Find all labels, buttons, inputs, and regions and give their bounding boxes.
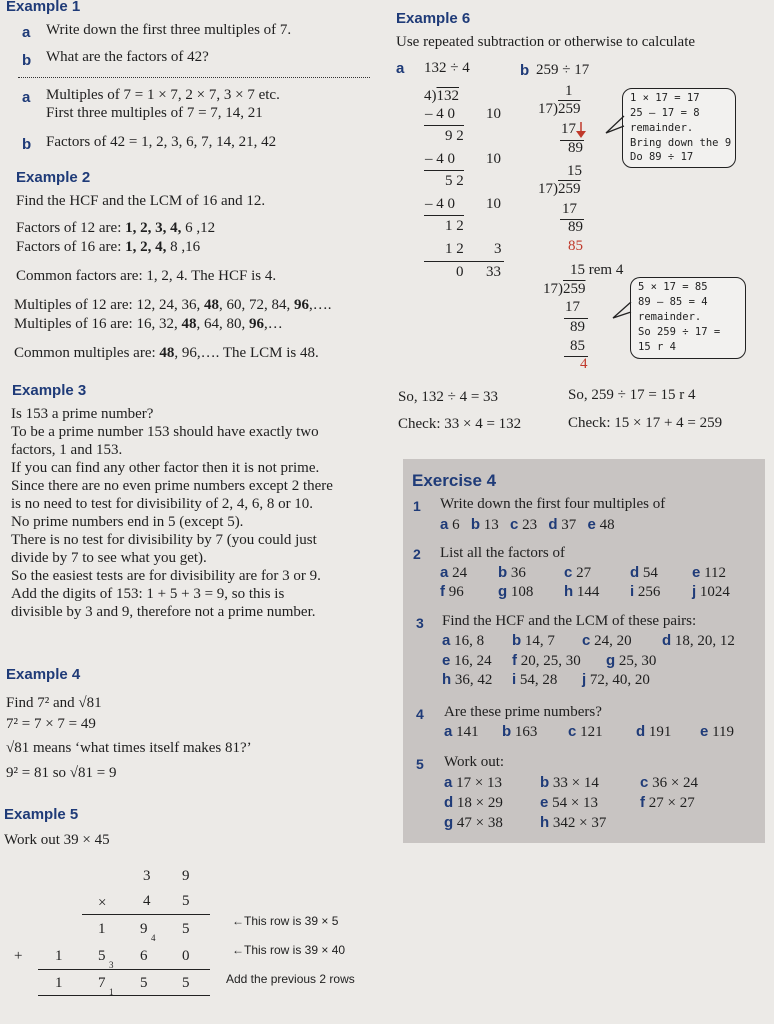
b-remainder: 89: [570, 319, 585, 335]
exercise-4-heading: Exercise 4: [412, 471, 497, 490]
exercise-q1-number: 1: [413, 498, 421, 514]
ex3-line: divide by 7 to see what you get).: [11, 550, 207, 566]
ex6-answer-a: So, 132 ÷ 4 = 33: [398, 389, 499, 405]
sum-line-bottom: [38, 995, 210, 996]
ex1-question-b: What are the factors of 42?: [46, 49, 209, 65]
partial2-digit: 1: [55, 948, 63, 964]
ex2-multiples-16: Multiples of 16 are: 16, 32, 48, 64, 80, 96,…: [14, 316, 283, 332]
example-3-heading: Example 3: [12, 382, 87, 399]
b-remainder: 89: [568, 140, 583, 156]
ex6-check-b: Check: 15 × 17 + 4 = 259: [568, 415, 723, 431]
ex3-line: Add the digits of 153: 1 + 5 + 3 = 9, so this is: [11, 586, 285, 602]
ex4-line4: 9² = 81 so √81 = 9: [6, 765, 117, 781]
ex4-line1: Find 7² and √81: [6, 695, 102, 711]
a-rule: [424, 125, 464, 126]
partial1-digit: 9: [140, 921, 148, 937]
a-rule: [424, 170, 464, 171]
b-division-header: 17)259: [538, 101, 581, 117]
ex6-part-b-label: b: [520, 62, 530, 79]
a-step: 9 2: [445, 128, 464, 144]
exercise-q5-number: 5: [416, 756, 424, 772]
a-step: 0: [456, 264, 464, 280]
exercise-q1-text: Write down the first four multiples of: [440, 496, 666, 512]
q5-part: b 33 × 14: [540, 774, 599, 791]
ex6-part-a-question: 132 ÷ 4: [424, 60, 470, 76]
bring-down-arrow-icon: [575, 121, 587, 139]
q2-part: d 54: [630, 564, 658, 581]
ex2-factors-12: Factors of 12 are: 1, 2, 3, 4, 6 ,12: [16, 220, 216, 236]
bubble-line: 15 r 4: [638, 341, 676, 353]
ex1-answer-a-label: a: [22, 89, 31, 106]
a-step: – 4 0: [425, 151, 455, 167]
q2-part: c 27: [564, 564, 592, 581]
exercise-q4-text: Are these prime numbers?: [444, 704, 602, 720]
q5-part: h 342 × 37: [540, 814, 607, 831]
note-add-rows: Add the previous 2 rows: [226, 972, 355, 986]
carry-digit: 1: [109, 987, 114, 997]
hint-bubble-2: [630, 277, 746, 359]
mult-digit: 9: [182, 868, 190, 884]
sum-digit: 5: [182, 975, 190, 991]
b-division-header: 17)259: [538, 181, 581, 197]
note-row-39x5: ←This row is 39 × 5: [232, 914, 339, 928]
example-6-heading: Example 6: [396, 10, 471, 27]
q5-part: f 27 × 27: [640, 794, 695, 811]
q2-part: f 96: [440, 583, 464, 600]
note-row-39x40: ←This row is 39 × 40: [232, 943, 346, 957]
q5-part: c 36 × 24: [640, 774, 699, 791]
a-divisor: 4: [424, 88, 432, 104]
partial2-digit: 0: [182, 948, 190, 964]
example-5-heading: Example 5: [4, 806, 79, 823]
sum-digit: 5: [140, 975, 148, 991]
exercise-q4-number: 4: [416, 706, 424, 722]
a-rule: [424, 215, 464, 216]
example-2-heading: Example 2: [16, 169, 91, 186]
ex6-intro: Use repeated subtraction or otherwise to calculate: [396, 34, 696, 50]
b-subtract: 17: [562, 201, 577, 217]
a-rule: [424, 261, 504, 262]
ex1-question-a-label: a: [22, 24, 31, 41]
q2-part: e 112: [692, 564, 727, 581]
q3-part: i 54, 28: [512, 671, 558, 688]
exercise-q3-number: 3: [416, 615, 424, 631]
bubble-line: Bring down the 9: [630, 137, 732, 149]
ex4-line2: 7² = 7 × 7 = 49: [6, 716, 96, 732]
a-step: 1 2: [445, 241, 464, 257]
ex2-common-multiples: Common multiples are: 48, 96,…. The LCM is 48.: [14, 345, 319, 361]
exercise-q2-number: 2: [413, 546, 421, 562]
b-quotient: 1: [565, 83, 573, 99]
mult-digit: 3: [143, 868, 151, 884]
example-4-heading: Example 4: [6, 666, 81, 683]
ex3-line: Since there are no even prime numbers except 2 there: [11, 478, 333, 494]
ex1-answer-a-line1: Multiples of 7 = 1 × 7, 2 × 7, 3 × 7 etc.: [46, 87, 280, 103]
bubble-line: Do 89 ÷ 17: [630, 151, 694, 163]
bubble-pointer-icon: [611, 300, 633, 322]
ex5-intro: Work out 39 × 45: [4, 832, 110, 848]
times-sign: ×: [98, 895, 107, 911]
q3-part: h 36, 42: [442, 671, 493, 688]
q4-part: c 121: [568, 723, 603, 740]
mult-digit: 5: [182, 893, 190, 909]
q2-part: i 256: [630, 583, 661, 600]
exercise-q2-text: List all the factors of: [440, 545, 565, 561]
q4-part: a 141: [444, 723, 479, 740]
ex1-question-b-label: b: [22, 52, 32, 69]
partial1-digit: 5: [182, 921, 190, 937]
ex1-question-a: Write down the first three multiples of 7.: [46, 22, 292, 38]
mult-digit: 4: [143, 893, 151, 909]
a-step: – 4 0: [425, 196, 455, 212]
ex3-line: To be a prime number 153 should have exactly two: [11, 424, 319, 440]
carry-digit: 3: [109, 960, 114, 970]
mult-line: [82, 914, 210, 915]
ex2-intro: Find the HCF and the LCM of 16 and 12.: [16, 193, 266, 209]
example-1-heading: Example 1: [6, 0, 81, 15]
q2-part: a 24: [440, 564, 468, 581]
q2-part: b 36: [498, 564, 526, 581]
b-subtract: 85: [570, 338, 585, 354]
a-side-total: 33: [486, 264, 501, 280]
exercise-q3-text: Find the HCF and the LCM of these pairs:: [442, 613, 697, 629]
ex4-line3: √81 means ‘what times itself makes 81?’: [6, 740, 252, 756]
b-subtract: 17: [565, 299, 580, 315]
bubble-line: 89 – 85 = 4: [638, 296, 708, 308]
ex3-line: If you can find any other factor then it is not prime.: [11, 460, 320, 476]
q4-part: e 119: [700, 723, 735, 740]
q5-part: a 17 × 13: [444, 774, 503, 791]
q2-part: j 1024: [692, 583, 730, 600]
bubble-line: remainder.: [638, 311, 702, 323]
a-side-count: 10: [486, 106, 501, 122]
q3-part: a 16, 8: [442, 632, 485, 649]
q3-part: e 16, 24: [442, 652, 492, 669]
ex1-divider: [18, 77, 370, 78]
ex3-line: There is no test for divisibility by 7 (you could just: [11, 532, 317, 548]
ex3-body: [11, 405, 333, 621]
ex3-line: Is 153 a prime number?: [11, 406, 154, 422]
q3-part: d 18, 20, 12: [662, 632, 735, 649]
sum-line-top: [38, 969, 210, 970]
bubble-line: 1 × 17 = 17: [630, 92, 700, 104]
ex6-check-a: Check: 33 × 4 = 132: [398, 416, 522, 432]
exercise-q5-text: Work out:: [444, 754, 505, 770]
a-division-header: 4)132: [424, 88, 459, 104]
ex6-part-a-label: a: [396, 60, 405, 77]
b-remainder: 89: [568, 219, 583, 235]
hint-bubble-1: [622, 88, 736, 168]
ex3-line: divisible by 3 and 9, therefore not a prime number.: [11, 604, 316, 620]
partial2-digit: 6: [140, 948, 148, 964]
a-side-count: 10: [486, 151, 501, 167]
q2-part: h 144: [564, 583, 600, 600]
sum-digit: 7: [98, 975, 106, 991]
b-division-header: 17)259: [543, 281, 586, 297]
b-subtract: 17: [561, 121, 576, 137]
ex2-factors-16: Factors of 16 are: 1, 2, 4, 8 ,16: [16, 239, 201, 255]
ex2-multiples-12: Multiples of 12 are: 12, 24, 36, 48, 60, 72, 84, 96,….: [14, 297, 332, 313]
ex3-line: No prime numbers end in 5 (except 5).: [11, 514, 244, 530]
ex1-answer-a-line2: First three multiples of 7 = 7, 14, 21: [46, 105, 263, 121]
q3-part: g 25, 30: [606, 652, 657, 669]
exercise-q1-parts: a 6 b 13 c 23 d 37 e 48: [440, 516, 615, 533]
a-step: 5 2: [445, 173, 464, 189]
ex3-line: is no need to test for divisibility of 2, 4, 6, 8 or 10.: [11, 496, 314, 512]
ex6-part-b-question: 259 ÷ 17: [536, 62, 590, 78]
bubble-line: 5 × 17 = 85: [638, 281, 708, 293]
q3-part: c 24, 20: [582, 632, 632, 649]
bubble-line: So 259 ÷ 17 =: [638, 326, 721, 338]
q5-part: e 54 × 13: [540, 794, 599, 811]
a-dividend: 132: [436, 88, 459, 104]
q4-part: b 163: [502, 723, 538, 740]
b-subtract-red: 85: [568, 238, 583, 254]
partial2-digit: 5: [98, 948, 106, 964]
q5-part: d 18 × 29: [444, 794, 503, 811]
partial1-digit: 1: [98, 921, 106, 937]
q3-part: j 72, 40, 20: [582, 671, 650, 688]
ex1-answer-b-label: b: [22, 136, 32, 153]
bubble-line: remainder.: [630, 122, 694, 134]
plus-sign: +: [14, 948, 23, 964]
bubble-line: 25 – 17 = 8: [630, 107, 700, 119]
a-step: 1 2: [445, 218, 464, 234]
b-quotient-rem: 15 rem 4: [570, 262, 624, 278]
q3-part: f 20, 25, 30: [512, 652, 581, 669]
q4-part: d 191: [636, 723, 672, 740]
q2-part: g 108: [498, 583, 534, 600]
a-step: – 4 0: [425, 106, 455, 122]
b-final-remainder: 4: [580, 356, 588, 372]
a-side-count: 10: [486, 196, 501, 212]
a-side-count: 3: [494, 241, 502, 257]
ex1-answer-b: Factors of 42 = 1, 2, 3, 6, 7, 14, 21, 42: [46, 134, 277, 150]
q3-part: b 14, 7: [512, 632, 555, 649]
carry-digit: 4: [151, 933, 156, 943]
bubble-pointer-icon: [604, 114, 626, 136]
ex2-common-factors: Common factors are: 1, 2, 4. The HCF is 4.: [16, 268, 277, 284]
ex6-answer-b: So, 259 ÷ 17 = 15 r 4: [568, 387, 696, 403]
q5-part: g 47 × 38: [444, 814, 503, 831]
ex3-line: So the easiest tests are for divisibility are for 3 or 9.: [11, 568, 321, 584]
sum-digit: 1: [55, 975, 63, 991]
b-quotient: 15: [567, 163, 582, 179]
ex3-line: factors, 1 and 153.: [11, 442, 123, 458]
